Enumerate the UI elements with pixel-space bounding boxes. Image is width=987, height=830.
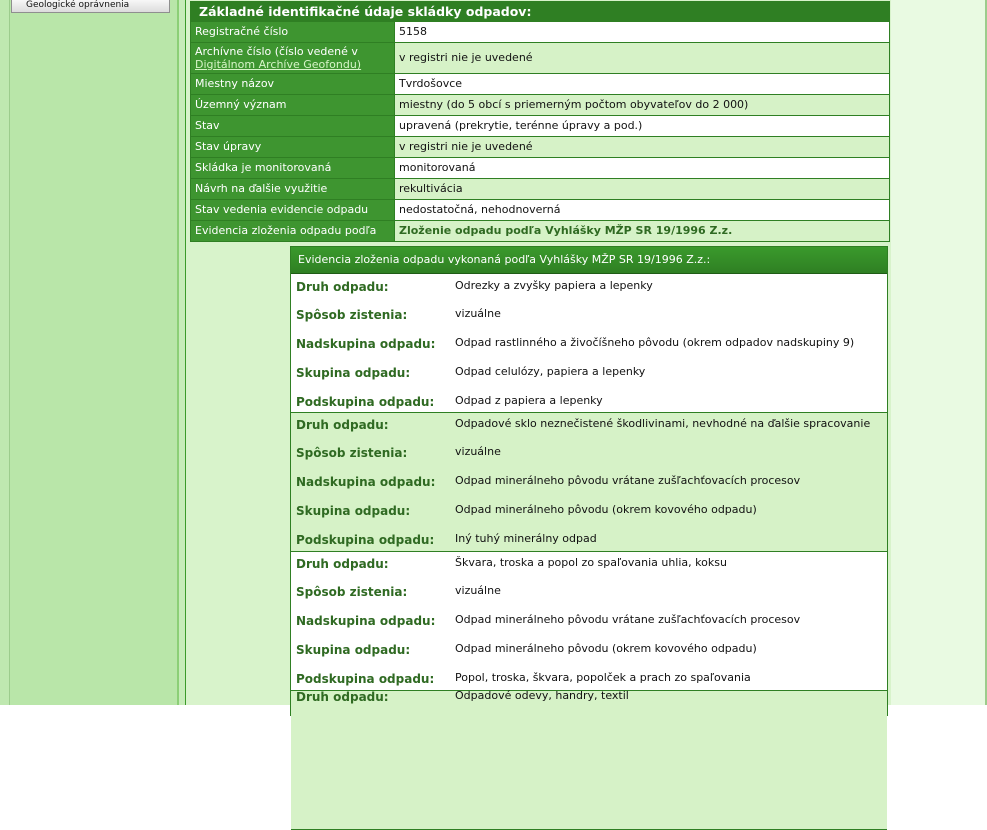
item-value: Odpad z papiera a lepenky [455,394,603,407]
item-value: Popol, troska, škvara, popolček a prach zo spaľovania [455,671,751,684]
identification-title: Základné identifikačné údaje skládky odpadov: [191,2,889,21]
item-key: Podskupina odpadu: [296,672,435,686]
row-value: miestny (do 5 obcí s priemerným počtom obyvateľov do 2 000) [395,95,889,115]
item-value: Odpad minerálneho pôvodu (okrem kovového odpadu) [455,642,757,655]
waste-item [291,334,887,363]
ident-row [191,42,889,73]
item-value: Odpad minerálneho pôvodu vrátane zušľachťovacích procesov [455,613,801,626]
item-value: Odpad rastlinného a živočíšneho pôvodu (okrem odpadov nadskupiny 9) [455,336,855,349]
row-value: upravená (prekrytie, terénne úpravy a pod.) [395,116,889,136]
item-value: Odpadové odevy, handry, textil [455,689,629,702]
ident-row [191,199,889,220]
ident-row [191,220,889,241]
item-value: Škvara, troska a popol zo spaľovania uhlia, koksu [455,556,727,569]
item-key: Druh odpadu: [296,557,389,571]
waste-item [291,582,887,611]
item-key: Skupina odpadu: [296,643,411,657]
item-value: Iný tuhý minerálny odpad [455,532,597,545]
row-label: Miestny názov [191,74,395,94]
ident-row [191,21,889,42]
waste-item [291,501,887,530]
item-value: Odpad celulózy, papiera a lepenky [455,365,646,378]
sidebar [10,0,177,705]
waste-item [291,611,887,640]
row-value: 5158 [395,22,889,42]
waste-item [291,640,887,669]
row-value: rekultivácia [395,179,889,199]
ident-row [191,157,889,178]
waste-item [291,363,887,392]
waste-group [291,274,887,413]
item-value: Odrezky a zvyšky papiera a lepenky [455,279,653,292]
item-key: Spôsob zistenia: [296,446,408,460]
ident-row [191,73,889,94]
row-label: Stav [191,116,395,136]
row-value: Zloženie odpadu podľa Vyhlášky MŽP SR 19/1996 Z.z. [395,221,889,241]
row-label: Územný význam [191,95,395,115]
item-key: Skupina odpadu: [296,366,411,380]
composition-title: Evidencia zloženia odpadu vykonaná podľa Vyhlášky MŽP SR 19/1996 Z.z.: [291,247,887,274]
row-label: Stav úpravy [191,137,395,157]
row-label: Evidencia zloženia odpadu podľa [191,221,395,241]
item-key: Spôsob zistenia: [296,308,408,322]
item-value: Odpad minerálneho pôvodu (okrem kovového odpadu) [455,503,757,516]
waste-item [291,414,887,443]
waste-group [291,413,887,552]
item-key: Spôsob zistenia: [296,585,408,599]
waste-item [291,472,887,501]
item-key: Podskupina odpadu: [296,395,435,409]
row-value: monitorovaná [395,158,889,178]
waste-item [291,443,887,472]
item-key: Druh odpadu: [296,690,389,704]
item-key: Nadskupina odpadu: [296,475,436,489]
ident-row [191,136,889,157]
item-value: vizuálne [455,307,501,320]
waste-item [291,553,887,582]
row-label: Návrh na ďalšie využitie [191,179,395,199]
row-label: Registračné číslo [191,22,395,42]
ident-row [191,115,889,136]
row-value: v registri nie je uvedené [395,137,889,157]
item-key: Skupina odpadu: [296,504,411,518]
composition-table [290,246,888,716]
item-key: Nadskupina odpadu: [296,614,436,628]
item-value: vizuálne [455,584,501,597]
row-label [191,43,395,73]
sidebar-geologic-permits-button[interactable]: Geologické oprávnenia [11,0,170,13]
waste-group [291,691,887,830]
row-value: nedostatočná, nehodnoverná [395,200,889,220]
waste-item [291,305,887,334]
item-key: Druh odpadu: [296,418,389,432]
row-value: Tvrdošovce [395,74,889,94]
row-label: Stav vedenia evidencie odpadu [191,200,395,220]
item-key: Podskupina odpadu: [296,533,435,547]
row-label: Skládka je monitorovaná [191,158,395,178]
geofond-archive-link[interactable]: Digitálnom Archíve Geofondu) [195,58,362,71]
right-background [891,0,987,705]
item-key: Druh odpadu: [296,280,389,294]
row-value: v registri nie je uvedené [395,43,889,73]
waste-group [291,552,887,691]
item-value: vizuálne [455,445,501,458]
item-value: Odpadové sklo neznečistené škodlivinami, nevhodné na ďalšie spracovanie [455,417,871,430]
row-label-text: Archívne číslo (číslo vedené v [195,45,358,58]
waste-item [291,689,887,718]
item-value: Odpad minerálneho pôvodu vrátane zušľachťovacích procesov [455,474,801,487]
waste-item [291,276,887,305]
identification-table [190,1,890,242]
left-border-strip [0,0,10,705]
ident-row [191,178,889,199]
ident-row [191,94,889,115]
item-key: Nadskupina odpadu: [296,337,436,351]
